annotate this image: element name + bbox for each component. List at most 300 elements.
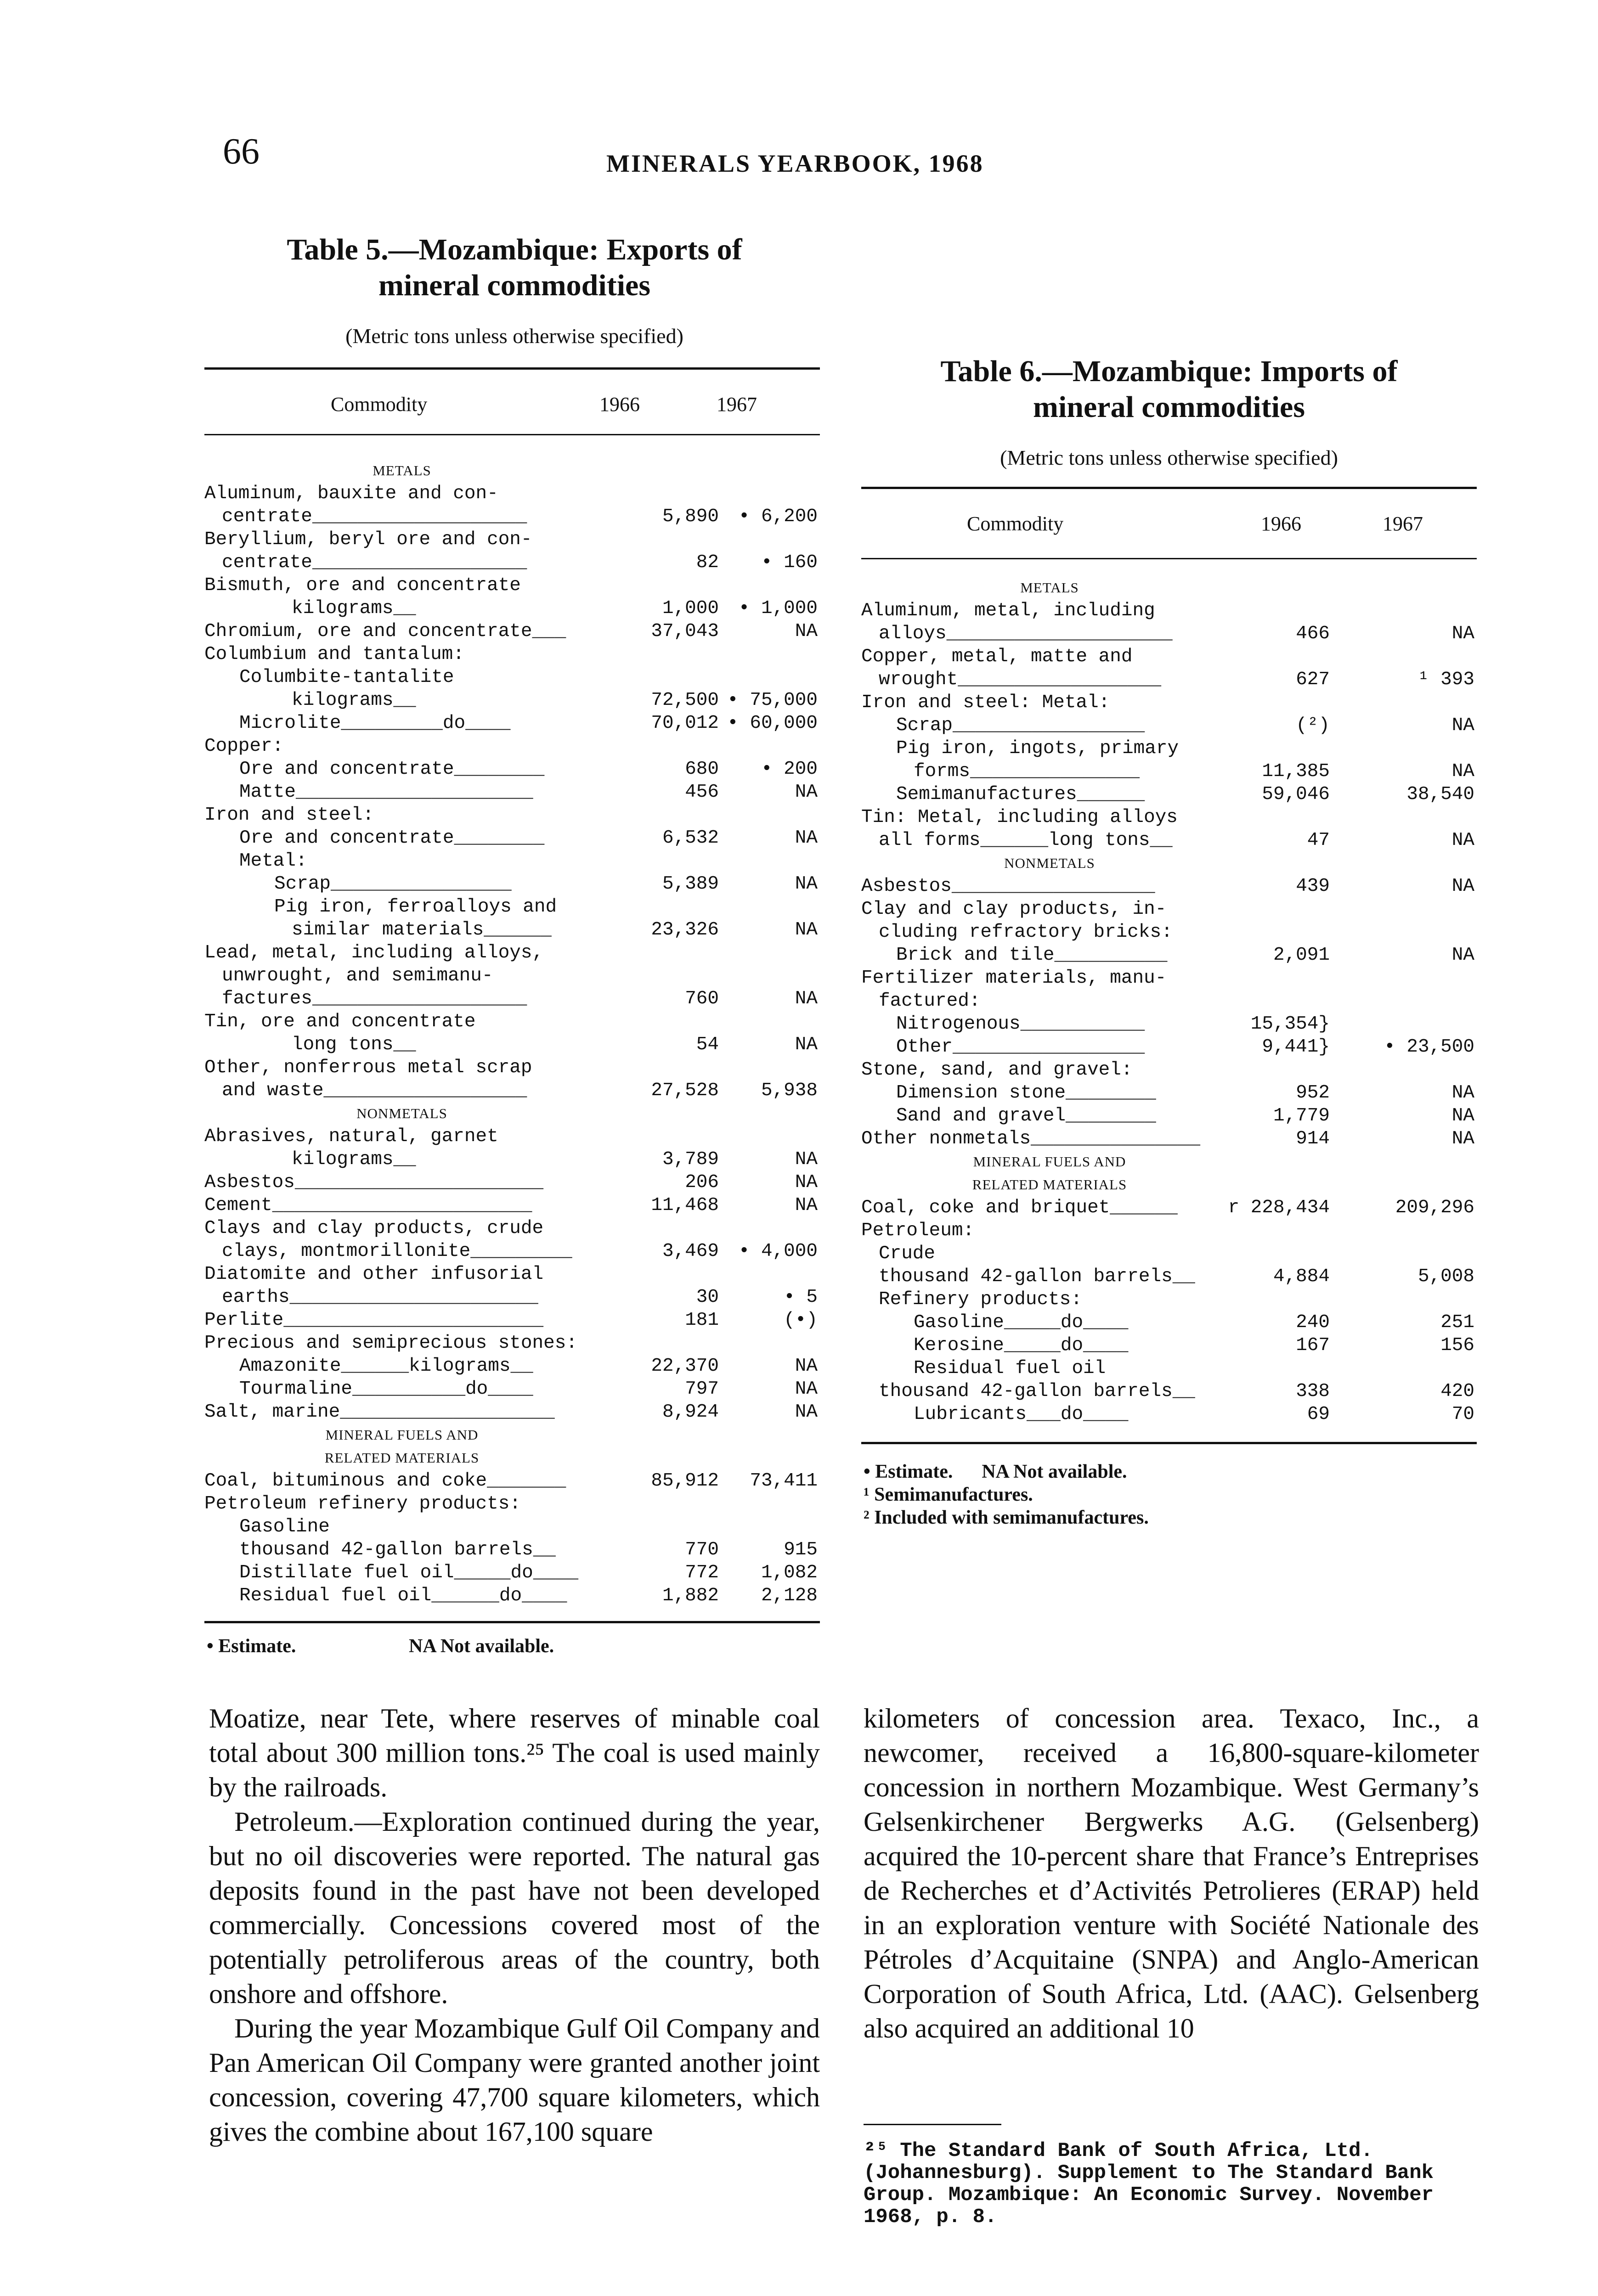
table5-commodity-label: Gasoline [239,1516,330,1537]
table5-value-1966: 22,370 [651,1356,719,1377]
table5-title-line1: Table 5.—Mozambique: Exports of [287,233,742,266]
table6-value-1966: 338 [1296,1381,1330,1402]
table5-commodity-label: Aluminum, bauxite and con- [204,483,498,504]
table5-top-rule [204,367,820,370]
table5-value-1967: • 6,200 [738,506,818,527]
table5-row [204,1263,820,1286]
table5-value-1967: NA [795,1356,818,1377]
table5-value-1966: 760 [685,988,719,1009]
table5-value-1967: NA [795,782,818,803]
table5-commodity-label: Residual fuel oil______do____ [239,1585,567,1606]
table5-commodity-label: Amazonite______kilograms__ [239,1356,533,1377]
table6-value-1967: ¹ 393 [1417,669,1474,690]
table5-commodity-label: NONMETALS [356,1105,447,1121]
table5-section-heading [204,1102,820,1125]
table5-value-1967: 915 [784,1539,818,1560]
table5-value-1966: 772 [685,1562,719,1583]
table5-row [204,1033,820,1056]
table5-value-1966: 82 [696,552,719,573]
table6-value-1966: 2,091 [1273,945,1330,966]
table5-commodity-label: Columbium and tantalum: [204,644,464,665]
table5-row [204,1309,820,1332]
table6-value-1967: NA [1451,761,1474,782]
table5-row [204,1332,820,1355]
table6-commodity-label: Aluminum, metal, including [861,600,1155,621]
table6-commodity-label: Crude [879,1243,936,1264]
table5-value-1966: 72,500 [651,690,719,711]
table5-value-1967: 5,938 [761,1080,818,1101]
table6-row [861,829,1477,852]
table6-value-1966: r 228,434 [1228,1197,1330,1218]
table5-row [204,1401,820,1424]
table5-row [204,712,820,735]
table5-row [204,1217,820,1240]
table5-commodity-label: long tons__ [292,1034,416,1055]
table6-commodity-label: Other nonmetals_______________ [861,1128,1201,1149]
table6-commodity-label: all forms______long tons__ [879,830,1173,851]
page-number: 66 [223,131,260,172]
table5-commodity-label: Clays and clay products, crude [204,1218,544,1239]
table5-value-1967: • 200 [761,759,818,780]
table5-row [204,597,820,620]
table5-value-1967: NA [795,1172,818,1193]
table5-row [204,1492,820,1515]
table5-commodity-label: Microlite_________do____ [239,713,511,734]
table5-row [204,964,820,987]
table6-commodity-label: NONMETALS [1004,855,1095,871]
table5-value-1966: 5,389 [662,873,719,895]
table5-commodity-label: earths______________________ [222,1287,538,1308]
table6-commodity-label: factured: [879,990,981,1012]
table5-value-1967: 73,411 [750,1470,818,1491]
table5-row [204,1125,820,1148]
table5-value-1966: 27,528 [651,1080,719,1101]
table5-commodity-label: Beryllium, beryl ore and con- [204,529,532,550]
table6-note-2: ² Included with semimanufactures. [864,1507,1149,1528]
table5-row [204,689,820,712]
table6-commodity-label: METALS [1020,580,1079,596]
table6-subtitle: (Metric tons unless otherwise specified) [1000,446,1338,469]
table5-commodity-label: Perlite_______________________ [204,1310,544,1331]
table5-value-1967: 2,128 [761,1585,818,1606]
table6-commodity-label: Lubricants___do____ [914,1404,1129,1425]
table5-commodity-label: Petroleum refinery products: [204,1493,521,1514]
table6-row [861,1380,1477,1403]
table6-row [861,1104,1477,1127]
table5-commodity-label: Tourmaline__________do____ [239,1379,533,1400]
table6-value-1967: NA [1451,623,1474,644]
table5-value-1966: 85,912 [651,1470,719,1491]
table5-body [204,459,820,1607]
table6-value-1966: 47 [1307,830,1330,851]
table6-value-1966: 439 [1296,876,1330,897]
table5-value-1967: NA [795,1401,818,1423]
table5-value-1966: 70,012 [651,713,719,734]
table6-col-1967: 1967 [1383,512,1423,535]
table6-commodity-label: Other_________________ [896,1036,1145,1058]
table5-value-1966: 1,000 [662,598,719,619]
table5-commodity-label: Diatomite and other infusorial [204,1264,544,1285]
table5-commodity-label: MINERAL FUELS AND [325,1427,479,1443]
table6-row [861,1242,1477,1265]
table6-value-1966: 952 [1296,1082,1330,1103]
running-head: MINERALS YEARBOOK, 1968 [606,150,984,177]
table5-value-1967: NA [795,621,818,642]
table6-row [861,691,1477,714]
table6-section-heading [861,1173,1477,1196]
body-right-column [864,1701,1479,2046]
table5-value-1966: 770 [685,1539,719,1560]
table5-row [204,987,820,1010]
table6-commodity-label: cluding refractory bricks: [879,922,1173,943]
table6-row [861,1357,1477,1380]
table5-title [204,232,824,304]
table6-value-1966: 15,354} [1250,1013,1330,1035]
table6-value-1967: NA [1451,876,1474,897]
table6-row [861,760,1477,783]
table5-value-1966: 8,924 [662,1401,719,1423]
table5-commodity-label: Salt, marine___________________ [204,1401,555,1423]
table6-commodity-label: Clay and clay products, in- [861,899,1167,920]
table5-header-rule [204,434,820,435]
table5-value-1967: NA [795,1034,818,1055]
table5-commodity-label: Lead, metal, including alloys, [204,942,544,963]
table6-section-heading [861,1150,1477,1173]
table5-commodity-label: similar materials______ [292,919,552,940]
body-right-paragraph-1: kilometers of concession area. Texaco, Inc., a newcomer, received a 16,800-square-kilometer concession in northern Mozambique. West Germany’s Gelsenkirchener Bergwerks A.G. (Gelsenberg) acquired the 10-percent share that France’s Entreprises de Recherches et d’Activités Petrolieres (ERAP) held in an exploration venture with Société Nationale des Pétroles d’Acquitaine (SNPA) and Anglo-American Corporation of South Africa, Ltd. (AAC). Gelsenberg also acquired an additional 10 [864,1703,1479,2043]
table5-value-1967: NA [795,919,818,940]
table5-value-1967: NA [795,988,818,1009]
table5-bottom-rule [204,1621,820,1623]
table5-commodity-label: Pig iron, ferroalloys and [274,896,557,917]
table5-value-1967: • 5 [784,1287,818,1308]
table6-commodity-label: Residual fuel oil [914,1358,1106,1379]
table5-row [204,735,820,758]
table6-col-commodity: Commodity [967,512,1064,535]
table5-row [204,1538,820,1561]
table6-body [861,576,1477,1426]
table5-row [204,1515,820,1538]
table6-row [861,898,1477,921]
table5-commodity-label: Other, nonferrous metal scrap [204,1057,532,1078]
table5-value-1966: 6,532 [662,827,719,849]
table6-value-1966: 240 [1296,1312,1330,1333]
table5-commodity-label: thousand 42-gallon barrels__ [239,1539,556,1560]
table6-value-1967: 209,296 [1395,1197,1474,1218]
table6-value-1966: 69 [1307,1404,1330,1425]
table6-row [861,645,1477,668]
table6-row [861,783,1477,806]
table6-row [861,1403,1477,1426]
table6-commodity-label: Brick and tile__________ [896,945,1168,966]
table5-commodity-label: Ore and concentrate________ [239,759,545,780]
table6-commodity-label: Iron and steel: Metal: [861,692,1110,713]
table5-commodity-label: Columbite-tantalite [239,667,454,688]
table6-commodity-label: wrought__________________ [879,669,1162,690]
table6-row [861,1081,1477,1104]
table5-value-1966: 3,469 [662,1241,719,1262]
table6-commodity-label: Pig iron, ingots, primary [896,738,1179,759]
table6-commodity-label: RELATED MATERIALS [972,1176,1127,1193]
table6-title [859,354,1479,425]
table5-value-1966: 37,043 [651,621,719,642]
table6-header-rule [861,558,1477,559]
table5-row [204,827,820,850]
table5-note-estimate: • Estimate. [207,1636,296,1657]
table5-commodity-label: and waste__________________ [222,1080,527,1101]
table5-row [204,1194,820,1217]
table6-value-1967: NA [1451,1128,1474,1149]
table5-commodity-label: Tin, ore and concentrate [204,1011,476,1032]
table5-value-1967: • 75,000 [727,690,818,711]
table6-value-1966: 167 [1296,1335,1330,1356]
table5-value-1967: NA [795,827,818,849]
table5-row [204,872,820,895]
table5-row [204,1056,820,1079]
table5-commodity-label: Copper: [204,736,284,757]
table6-row [861,622,1477,645]
table5-value-1966: 797 [685,1379,719,1400]
table6-row [861,1265,1477,1288]
table6-row [861,1127,1477,1150]
table6-commodity-label: thousand 42-gallon barrels__ [879,1381,1195,1402]
table5-section-heading [204,459,820,482]
table6-title-line1: Table 6.—Mozambique: Imports of [940,355,1398,388]
table5-value-1966: 206 [685,1172,719,1193]
table6-commodity-label: forms_______________ [914,761,1140,782]
table6-value-1966: 11,385 [1262,761,1330,782]
table6-value-1966: (²) [1296,715,1330,736]
table6-commodity-label: Coal, coke and briquet______ [861,1197,1178,1218]
table5-commodity-label: Coal, bituminous and coke_______ [204,1470,566,1491]
table5-commodity-label: centrate___________________ [222,552,527,573]
table5-value-1966: 11,468 [651,1195,719,1216]
table6-section-heading [861,576,1477,599]
table6-commodity-label: Dimension stone________ [896,1082,1156,1103]
table6-commodity-label: Nitrogenous___________ [896,1013,1145,1035]
table5-value-1966: 3,789 [662,1149,719,1170]
table6-value-1967: 38,540 [1406,784,1474,805]
table6-col-1966: 1966 [1261,512,1301,535]
table5-col-1967: 1967 [717,393,757,416]
table6-row [861,1311,1477,1334]
table6-value-1967: 420 [1440,1381,1474,1402]
table6-row [861,806,1477,829]
table5-row [204,1355,820,1378]
table5-row [204,551,820,574]
table6-commodity-label: Petroleum: [861,1220,975,1241]
table5-value-1967: 1,082 [761,1562,818,1583]
table6-value-1967: 251 [1440,1312,1474,1333]
table5-commodity-label: Bismuth, ore and concentrate [204,575,521,596]
table5-row [204,1079,820,1102]
table6-value-1967: NA [1451,945,1474,966]
table5-row [204,574,820,597]
table5-value-1966: 1,882 [662,1585,719,1606]
table6-row [861,1035,1477,1058]
table5-section-heading [204,1424,820,1446]
table6-row [861,1196,1477,1219]
table5-row [204,1171,820,1194]
table6-row [861,599,1477,622]
table5-row [204,758,820,781]
table5-commodity-label: Matte_____________________ [239,782,533,803]
footnote-25: ²⁵ The Standard Bank of South Africa, Ltd. (Johannesburg). Supplement to The Standard Bank Group. Mozambique: An Economic Survey. November 1968, p. 8. [864,2139,1434,2228]
table6-commodity-label: Gasoline_____do____ [914,1312,1129,1333]
table5-value-1966: 181 [685,1310,719,1331]
table5-row [204,1148,820,1171]
table6-commodity-label: thousand 42-gallon barrels__ [879,1266,1195,1287]
table5-row [204,620,820,643]
table6-value-1967: NA [1451,1105,1474,1126]
table6-row [861,944,1477,967]
table6-value-1967: • 23,500 [1384,1036,1474,1058]
table5-commodity-label: centrate___________________ [222,506,527,527]
table6-title-line2: mineral commodities [1033,390,1305,424]
table5-value-1967: • 4,000 [738,1241,818,1262]
table6-commodity-label: Stone, sand, and gravel: [861,1059,1133,1080]
table5-value-1966: 54 [696,1034,719,1055]
table6-commodity-label: Semimanufactures______ [896,784,1145,805]
table5-value-1967: • 60,000 [727,713,818,734]
table6-row [861,714,1477,737]
table5-row [204,1561,820,1584]
table6-row [861,737,1477,760]
table5-row [204,643,820,666]
table5-row [204,482,820,505]
table5-commodity-label: Scrap________________ [274,873,512,895]
table5-commodity-label: kilograms__ [292,598,416,619]
table5-note-na: NA Not available. [409,1636,554,1657]
table5-value-1966: 456 [685,782,719,803]
table5-value-1967: NA [795,1379,818,1400]
table6-row [861,1219,1477,1242]
table6-row [861,921,1477,944]
table5-row [204,1584,820,1607]
table5-row [204,918,820,941]
table6-row [861,1013,1477,1035]
table6-value-1966: 466 [1296,623,1330,644]
table5-commodity-label: factures___________________ [222,988,527,1009]
table6-value-1966: 914 [1296,1128,1330,1149]
table6-commodity-label: MINERAL FUELS AND [973,1154,1126,1170]
table5-row [204,666,820,689]
body-left-column [209,1701,820,2149]
table6-commodity-label: Refinery products: [879,1289,1082,1310]
table6-value-1966: 9,441} [1262,1036,1330,1058]
table5-commodity-label: Asbestos______________________ [204,1172,544,1193]
table6-note-1: ¹ Semimanufactures. [864,1484,1033,1505]
table5-commodity-label: Precious and semiprecious stones: [204,1333,577,1354]
table5-value-1967: • 1,000 [738,598,818,619]
table5-value-1966: 5,890 [662,506,719,527]
body-left-paragraph-2: Petroleum.—Exploration continued during the year, but no oil discoveries were reported. The natural gas deposits found in the past have not been developed commercially. Concessions covered most of the potentially petroliferous areas of the country, both onshore and offshore. [209,1806,820,2009]
table5-row [204,804,820,827]
table5-commodity-label: Abrasives, natural, garnet [204,1126,498,1147]
table6-commodity-label: Asbestos__________________ [861,876,1155,897]
table6-row [861,668,1477,691]
table6-commodity-label: Sand and gravel________ [896,1105,1156,1126]
table5-row [204,1378,820,1401]
table5-row [204,505,820,528]
footnote-rule [864,2124,1001,2125]
table5-section-heading [204,1446,820,1469]
table5-row [204,895,820,918]
table6-bottom-rule [861,1442,1477,1444]
table6-value-1967: NA [1451,715,1474,736]
table5-commodity-label: METALS [373,462,431,478]
table6-section-heading [861,852,1477,875]
table6-commodity-label: Copper, metal, matte and [861,646,1133,667]
table5-value-1967: NA [795,1195,818,1216]
table6-value-1966: 4,884 [1273,1266,1330,1287]
table6-value-1967: NA [1451,830,1474,851]
table5-commodity-label: kilograms__ [292,690,416,711]
table6-commodity-label: Tin: Metal, including alloys [861,807,1178,828]
table6-row [861,1058,1477,1081]
table5-row [204,850,820,872]
table6-row [861,990,1477,1013]
table5-row [204,1010,820,1033]
table5-value-1966: 30 [696,1287,719,1308]
table6-commodity-label: Kerosine_____do____ [914,1335,1129,1356]
table5-row [204,1469,820,1492]
table6-value-1966: 59,046 [1262,784,1330,805]
table5-commodity-label: Distillate fuel oil_____do____ [239,1562,579,1583]
table6-commodity-label: alloys____________________ [879,623,1173,644]
table5-row [204,1286,820,1309]
table6-value-1967: 70 [1451,1404,1474,1425]
table5-row [204,781,820,804]
table5-commodity-label: Chromium, ore and concentrate___ [204,621,566,642]
table5-row [204,941,820,964]
table6-value-1967: 5,008 [1417,1266,1474,1287]
table6-commodity-label: Fertilizer materials, manu- [861,968,1167,989]
body-left-paragraph-1: Moatize, near Tete, where reserves of minable coal total about 300 million tons.²⁵ The coal is used mainly by the railroads. [209,1703,820,1802]
table5-subtitle: (Metric tons unless otherwise specified) [345,324,683,348]
table6-value-1966: 1,779 [1273,1105,1330,1126]
table6-value-1967: 156 [1440,1335,1474,1356]
table5-row [204,1240,820,1263]
table5-commodity-label: Metal: [239,850,307,872]
table6-row [861,1334,1477,1357]
table5-commodity-label: clays, montmorillonite_________ [222,1241,572,1262]
table6-row [861,967,1477,990]
table5-row [204,528,820,551]
table6-row [861,1288,1477,1311]
table5-commodity-label: kilograms__ [292,1149,416,1170]
table5-value-1967: NA [795,1149,818,1170]
table5-commodity-label: Iron and steel: [204,805,374,826]
table6-commodity-label: Scrap_________________ [896,715,1145,736]
table5-value-1966: 680 [685,759,719,780]
table5-commodity-label: unwrought, and semimanu- [222,965,493,986]
table6-notes [864,1460,1149,1529]
table6-row [861,875,1477,898]
table6-note-estimate: • Estimate. NA Not available. [864,1461,1127,1482]
table6-value-1967: NA [1451,1082,1474,1103]
table5-value-1967: • 160 [761,552,818,573]
table5-commodity-label: Cement_______________________ [204,1195,532,1216]
table6-value-1966: 627 [1296,669,1330,690]
table5-commodity-label: Ore and concentrate________ [239,827,545,849]
table6-top-rule [861,487,1477,489]
body-left-paragraph-3: During the year Mozambique Gulf Oil Company and Pan American Oil Company were granted another joint concession, covering 47,700 square kilometers, which gives the combine about 167,100 square [209,2013,820,2147]
table5-commodity-label: RELATED MATERIALS [324,1450,480,1466]
table5-value-1967: NA [795,873,818,895]
table5-title-line2: mineral commodities [378,269,651,302]
table5-value-1967: (•) [784,1310,818,1331]
